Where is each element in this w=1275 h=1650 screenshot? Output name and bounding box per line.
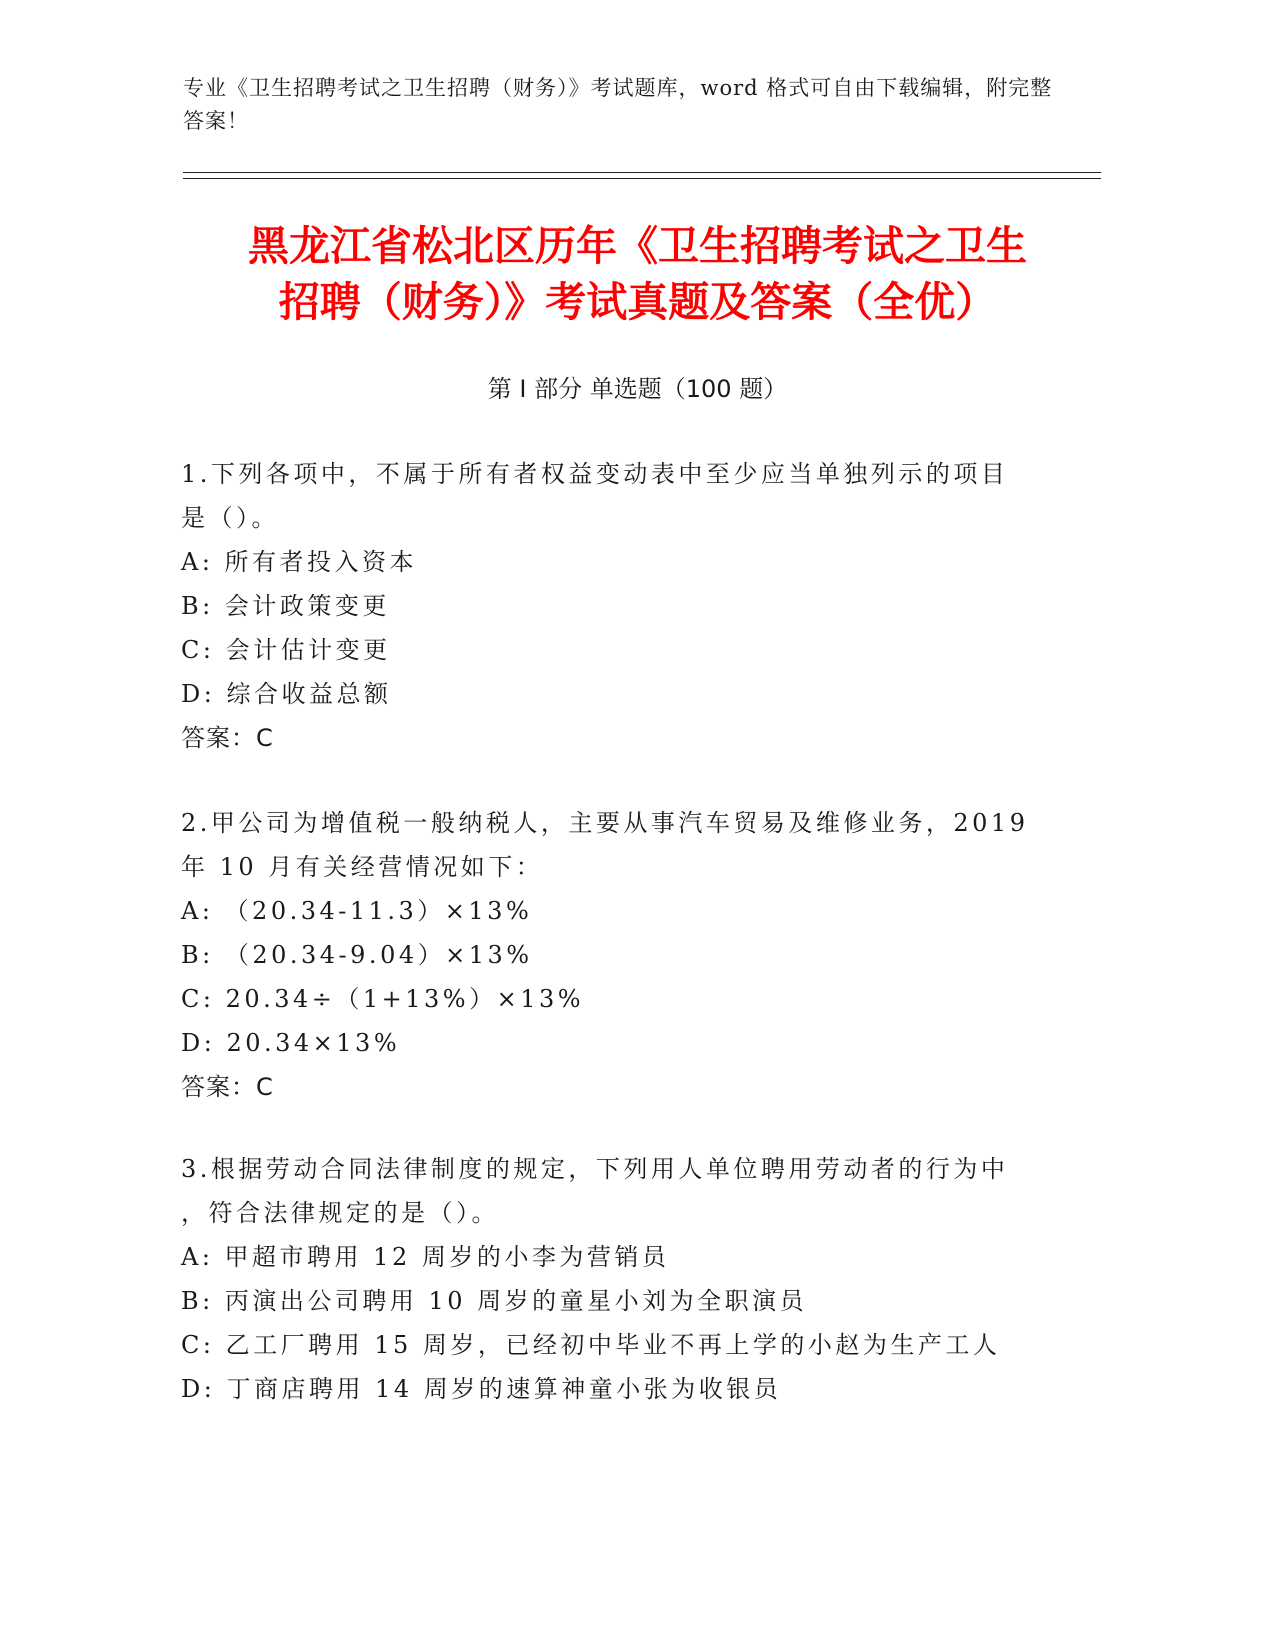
answer: 答案：C — [181, 724, 274, 752]
question-stem: 3.根据劳动合同法律制度的规定，下列用人单位聘用劳动者的行为中 — [181, 1155, 1009, 1183]
option-d: D: 20.34×13% — [181, 1029, 401, 1057]
option-b: B: 会计政策变更 — [181, 592, 390, 620]
header-divider-bottom — [183, 178, 1101, 179]
question-3 — [181, 1147, 1061, 1411]
question-stem: 年 10 月有关经营情况如下： — [181, 853, 544, 881]
option-a: A: 甲超市聘用 12 周岁的小李为营销员 — [181, 1243, 670, 1271]
option-b: B: （20.34-9.04）×13% — [181, 941, 533, 969]
document-title-line-2: 招聘（财务）》考试真题及答案（全优） — [278, 278, 997, 326]
option-d: D: 丁商店聘用 14 周岁的速算神童小张为收银员 — [181, 1375, 782, 1403]
option-d: D: 综合收益总额 — [181, 680, 392, 708]
header-divider-top — [183, 172, 1101, 173]
question-2 — [181, 801, 1061, 1109]
section-title: 第 I 部分 单选题（100 题） — [487, 375, 788, 403]
option-b: B: 丙演出公司聘用 10 周岁的童星小刘为全职演员 — [181, 1287, 808, 1315]
question-stem: 2.甲公司为增值税一般纳税人，主要从事汽车贸易及维修业务，2019 — [181, 809, 1029, 837]
answer: 答案：C — [181, 1073, 274, 1101]
document-title — [150, 218, 1125, 330]
header-note: 专业《卫生招聘考试之卫生招聘（财务）》考试题库，word 格式可自由下载编辑，附完整答案！ — [183, 76, 1053, 133]
option-c: C: 20.34÷（1+13%）×13% — [181, 985, 585, 1013]
question-stem: 是（）。 — [181, 504, 279, 532]
question-1 — [181, 452, 1061, 760]
question-stem: ，符合法律规定的是（）。 — [181, 1199, 499, 1227]
option-a: A: （20.34-11.3）×13% — [181, 897, 533, 925]
option-c: C: 乙工厂聘用 15 周岁，已经初中毕业不再上学的小赵为生产工人 — [181, 1331, 1001, 1359]
question-stem: 1.下列各项中，不属于所有者权益变动表中至少应当单独列示的项目 — [181, 460, 1009, 488]
option-a: A: 所有者投入资本 — [181, 548, 418, 576]
document-title-line-1: 黑龙江省松北区历年《卫生招聘考试之卫生 — [248, 222, 1027, 270]
option-c: C: 会计估计变更 — [181, 636, 391, 664]
